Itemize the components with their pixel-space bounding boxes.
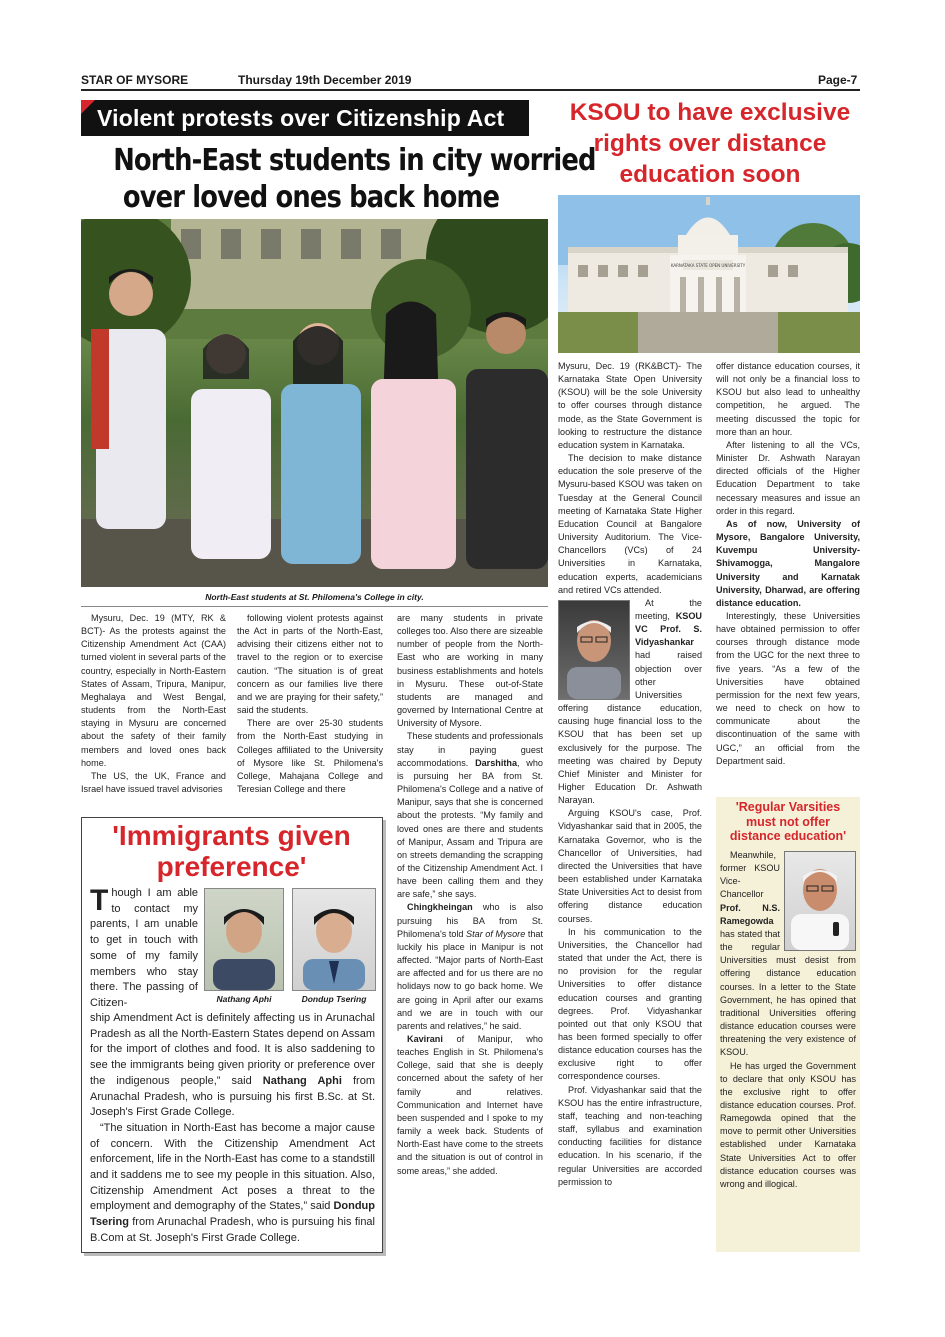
dondup-tsering-photo [292, 888, 376, 991]
left-col3-para-3 [397, 901, 543, 1033]
main-headline [81, 142, 596, 216]
right-col2-para-3: As of now, University of Mysore, Bangalore University, Kuvempu University-Shivamogga, Mangalore University and Karnatak University, Dharwad, are offering distance education. [716, 518, 860, 608]
immigrants-para-1-rest [90, 1011, 375, 1121]
left-col1-para-2: The US, the UK, France and Israel have issued travel advisories [81, 770, 226, 795]
vidyashankar-photo [558, 600, 630, 700]
ksou-building-sign: KARNATAKA STATE OPEN UNIVERSITY [670, 263, 746, 268]
paper-name: STAR OF MYSORE [81, 73, 189, 87]
immigrants-para-2-end: from Arunachal Pradesh, who is pursuing his final B.Com at St. Joseph's First Grade College. [90, 1216, 375, 1244]
vidyashankar-illustration [559, 601, 629, 699]
dondup-tsering-caption: Dondup Tsering [301, 994, 367, 1004]
immigrants-col-top [90, 886, 198, 1010]
right-col1-para-5: In his communication to the Universities, the Chancellor had stated that under the Act, there is no provision for the regular Universities to offer distance education courses and granting degrees. Prof. Vidyashankar pointed out that only KSOU that has been formed specially to offer distance education courses has the exclusive right to offer correspondence courses. [558, 926, 702, 1082]
right-col1-para-6: Prof. Vidyashankar said that the KSOU has the entire infrastructure, staff, teaching and non-teaching staff, syllabus and examination conducting facilities for distance education. In his scenario, if the regular Universities are accorded permission to [558, 1084, 702, 1187]
varsities-para-2: He has urged the Government to declare that only KSOU has the exclusive right to offer distance education courses. Prof. Ramegowda opined that the move to permit other Universities established under Karnataka State Universities Act to offer distance education courses was wrong and illogical. [720, 1060, 856, 1189]
varsities-headline-line-3: distance education' [729, 829, 847, 843]
immigrants-para-1-start: hough I am able to contact my parents, I am unable to get in touch with some of my family members who stay there. The passing of Citizen- [90, 887, 198, 1009]
kicker-text: Violent protests over Citizenship Act [97, 105, 505, 131]
caption-rule [81, 606, 548, 607]
left-col3-para-3-rest: that luckily his place in Manipur is not affected. “Major parts of North-East are affected and for us there are no holidays now to go back home. We are going in April after our exams and we are in touch with our parents and relatives,” he said. [397, 928, 543, 1031]
paper-name-mention: Star of Mysore [466, 928, 526, 939]
immigrants-para-1-mid: ship Amendment Act is definitely affecting us in Arunachal Pradesh as all the North-Eastern States depend on Assam for the import of clothes and food. It is also saddening to see the immigrants being given priority or preference over the indigenous people,” said [90, 1012, 375, 1087]
varsities-body [720, 849, 856, 1249]
issue-date: Thursday 19th December 2019 [238, 73, 412, 87]
ksou-headline-line-2: rights over distance [593, 130, 827, 157]
name-dondup-tsering: Dondup Tsering [90, 1200, 375, 1229]
right-col1-para-3-rest: had raised objection over other Universities offering distance education, causing huge financial loss to the KSOU that has been set up exclusively for the purpose. The meeting was chaired by Deputy Chief Minister and Minister for Higher Education Dr. Ashwath Narayan. [558, 650, 702, 806]
immigrants-box [81, 817, 383, 1253]
left-story-col-1 [81, 612, 226, 812]
left-col3-para-4 [397, 1033, 543, 1178]
left-col3-para-2 [397, 730, 543, 901]
left-col3-para-2-start: These students and professionals stay in paying guest accommodations. [397, 731, 543, 768]
varsities-headline-line-2: must not offer [745, 814, 831, 829]
ksou-building-illustration [558, 195, 860, 353]
headline-line-1: North-East students in city worried [113, 143, 596, 178]
student-name-darshitha: Darshitha [475, 757, 518, 768]
left-col2-para-1: following violent protests against the Act in parts of the North-East, advising their citizens either not to travel to the region or to exercise caution. “The situation is of great concern as our families live there and we are praying for their safety,” said the students. [237, 613, 383, 716]
name-nathang-aphi: Nathang Aphi [262, 1074, 342, 1087]
right-story-col-2 [716, 360, 860, 796]
varsities-para-1-start: Meanwhile, former KSOU Vice-Chancellor [720, 850, 780, 900]
right-col2-para-4: Interestingly, these Universities have obtained permission to offer courses through distance mode from the UGC for the next three to five years. “As a few of the Universities have obtained permission for the next few years, we need to check on how to communicate about the discontinuation of the same with UGC,” an official from the Department said. [716, 610, 860, 766]
ramegowda-illustration [785, 852, 855, 950]
students-photo-illustration [81, 219, 548, 587]
right-col2-para-2: After listening to all the VCs, Minister Dr. Ashwath Narayan directed officials of the Higher Education Department to take necessary measures and issue an order in this regard. [716, 439, 860, 516]
ksou-headline [553, 97, 867, 190]
ksou-headline-line-1: KSOU to have exclusive [569, 99, 851, 126]
right-col1-para-2: The decision to make distance education the sole preserve of the Mysuru-based KSOU was taken on Tuesday at the General Council meeting of Karnataka State Higher Education Council at Bangalore University Auditorium. The Vice-Chancellors (VCs) of 24 Universities in Karnataka, education experts, academicians and retired VCs attended. [558, 453, 702, 595]
right-col1-para-4: Arguing KSOU's case, Prof. Vidyashankar said that in 2005, the Karnataka Governor, who is the Chancellor of Universities, had directed the Universities that have been established under Karnataka State Universities Act to desist from offering distance education courses. [558, 808, 702, 924]
left-col1-para-1: Mysuru, Dec. 19 (MTY, RK & BCT)- As the protests against the Citizenship Amendment Act (CAA) turned violent in several parts of the country, especially in North-Eastern States of Assam, Tripura, Manipur, Meghalaya and West Bengal, students from the North-East staying in Mysuru are concerned about the safety of their family members and loved ones back home. [81, 613, 226, 768]
ksou-headline-line-3: education soon [619, 161, 801, 188]
nathang-aphi-caption: Nathang Aphi [216, 994, 272, 1004]
immigrants-para-2 [90, 1121, 375, 1247]
headline-line-2: over loved ones back home [122, 180, 500, 215]
immigrants-headline [82, 820, 381, 882]
header-rule [81, 89, 860, 91]
right-col2-para-1: offer distance education courses, it will not only be a financial loss to KSOU but also lead to unhealthy competition, he argued. The meeting discussed the topic for more than an hour. [716, 361, 860, 437]
immigrants-para-1-end: from Arunachal Pradesh, who is pursuing his first B.Sc. at St. Joseph's First Grade College. [90, 1074, 375, 1119]
page-number: Page-7 [818, 73, 858, 87]
students-photo-caption: North-East students at St. Philomena's College in city. [205, 592, 424, 602]
left-col3-para-1: are many students in private colleges too. Also there are sizeable number of people from the North-East who are working in many business establishments and hotels in Mysuru. These out-of-State students are managed and governed by International Centre at University of Mysore. [397, 613, 543, 729]
dropcap-t: T [90, 886, 109, 917]
ksou-building-photo [558, 195, 860, 353]
varsities-box [716, 797, 860, 1252]
immigrants-headline-line-2: preference' [156, 851, 307, 882]
left-col3-para-2-rest: , who is pursuing her BA from St. Philomena's College and a native of Manipur, says that she is concerned about the protests. “My family and loved ones are there and students of Manipur, Assam and Tripura are on streets demanding the scrapping of the Citizenship Amendment Act. I have been calling them and they are safe,” she says. [397, 757, 543, 900]
immigrants-para-2-body: “The situation in North-East has become a major cause of concern. With the Citizenship Amendment Act enforcement, life in the North-East has come to a standstill and it saddens me to see my people in this situation. Also, Citizenship Amendment Act poses a threat to the employment and demography of the States,” said [90, 1121, 375, 1213]
kicker-bar [81, 100, 529, 136]
right-col1-para-3-start: At the meeting, [635, 597, 702, 621]
varsities-headline [716, 800, 860, 844]
left-col2-para-2: There are over 25-30 students from the North-East studying in Colleges affiliated to the University of Mysore like St. Philomena's College, Mahajana College and Teresian College and there [237, 718, 383, 795]
left-col3-para-3-start: who is also pursuing his BA from St. Philomena's told [397, 902, 543, 939]
varsities-headline-line-1: 'Regular Varsities [735, 800, 841, 814]
student-name-chingkheingan: Chingkheingan [407, 902, 473, 913]
kicker-red-corner [81, 100, 95, 114]
name-ramegowda: Prof. N.S. Ramegowda [720, 902, 780, 926]
nathang-aphi-photo [204, 888, 284, 991]
left-story-col-2 [237, 612, 383, 812]
right-story-col-1 [558, 360, 702, 1258]
name-vidyashankar: KSOU VC Prof. S. Vidyashankar [635, 610, 702, 648]
ramegowda-photo [784, 851, 856, 951]
left-col3-para-4-rest: of Manipur, who teaches English in St. Philomena's College, said that she is deeply concerned about the safety of her family and relatives. Communication and Internet have been suspended and I spoke to my family a week back. Students of North-East have come to the streets and the situation is out of control in some areas,” she added. [397, 1034, 543, 1176]
students-photo [81, 219, 548, 587]
right-col1-para-1: Mysuru, Dec. 19 (RK&BCT)- The Karnataka State Open University (KSOU) will be the sole University to offer courses through distance mode, as the State Government is looking to restructure the distance education system in Karnataka. [558, 361, 702, 450]
teacher-name-kavirani: Kavirani [407, 1034, 443, 1044]
dondup-tsering-illustration [293, 889, 375, 990]
immigrants-col-body [90, 1011, 375, 1249]
immigrants-headline-line-1: 'Immigrants given [112, 820, 351, 851]
left-story-col-3 [397, 612, 543, 1258]
nathang-aphi-illustration [205, 889, 283, 990]
varsities-para-1-rest: has stated that the regular Universities must desist from offering distance education courses. In a letter to the State Government, he has opined that traditional Universities offering distance education courses were threatening the very existence of KSOU. [720, 928, 856, 1058]
